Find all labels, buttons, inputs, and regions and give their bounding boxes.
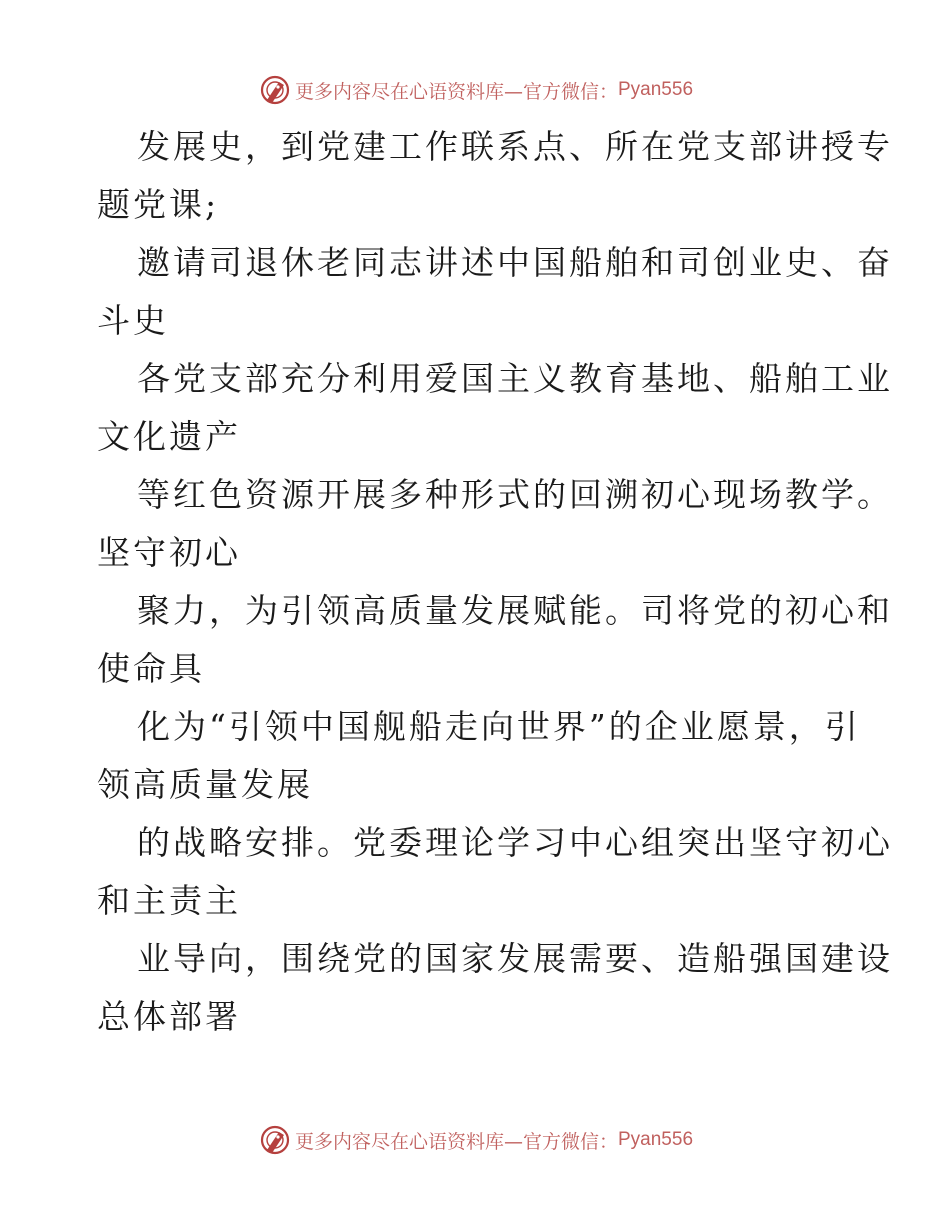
text-line: 斗史: [97, 301, 169, 340]
text-line: 聚力，为引领高质量发展赋能。司将党的初心和: [137, 591, 893, 630]
header-banner: [0, 70, 950, 110]
text-line: 领高质量发展: [97, 765, 313, 804]
text-line: 题党课;: [97, 185, 220, 224]
text-line: 使命具: [97, 649, 205, 688]
text-line: 各党支部充分利用爱国主义教育基地、船舶工业: [137, 359, 893, 398]
text-line: 发展史，到党建工作联系点、所在党支部讲授专: [137, 127, 893, 166]
banner-wechat-handle: Pyan556: [618, 1129, 694, 1150]
document-body: [97, 118, 893, 1046]
text-line: 等红色资源开展多种形式的回溯初心现场教学。: [137, 475, 893, 514]
text-line: 的战略安排。党委理论学习中心组突出坚守初心: [137, 823, 893, 862]
text-line: 文化遗产: [97, 417, 241, 456]
text-line: 业导向，围绕党的国家发展需要、造船强国建设: [137, 939, 893, 978]
pen-nib-logo-icon: [257, 1122, 293, 1158]
banner-wechat-handle: Pyan556: [618, 79, 694, 100]
footer-banner: [0, 1120, 950, 1160]
pen-nib-logo-icon: [257, 72, 293, 108]
text-line: 邀请司退休老同志讲述中国船舶和司创业史、奋: [137, 243, 893, 282]
text-line: 总体部署: [97, 997, 241, 1036]
text-line: 坚守初心: [97, 533, 241, 572]
banner-text: 更多内容尽在心语资料库—官方微信：: [294, 1130, 618, 1153]
text-line: 和主责主: [97, 881, 241, 920]
banner-text: 更多内容尽在心语资料库—官方微信：: [294, 80, 618, 103]
text-line: 化为“引领中国舰船走向世界”的企业愿景，引: [137, 707, 861, 746]
